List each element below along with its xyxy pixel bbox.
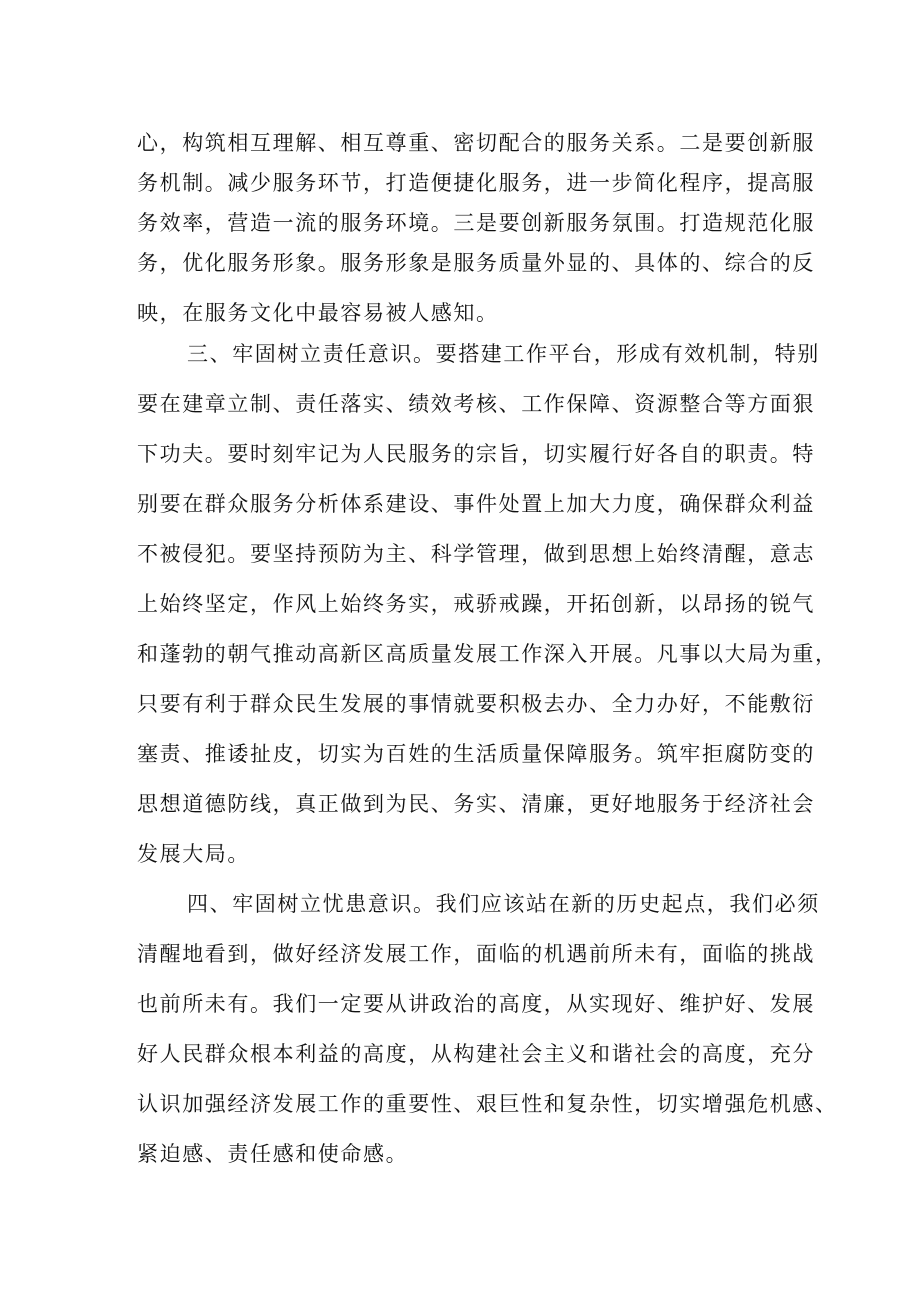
- paragraph-3-line-5: 认识加强经济发展工作的重要性、艰巨性和复杂性，切实增强危机感、: [137, 1092, 838, 1116]
- paragraph-2-line-8: 只要有利于群众民生发展的事情就要积极去办、全力办好，不能敷衍: [137, 692, 815, 716]
- paragraph-2-line-5: 不被侵犯。要坚持预防为主、科学管理，做到思想上始终清醒，意志: [137, 542, 815, 566]
- paragraph-1-line-1: 心，构筑相互理解、相互尊重、密切配合的服务关系。二是要创新服: [137, 131, 815, 155]
- paragraph-3-line-4: 好人民群众根本利益的高度，从构建社会主义和谐社会的高度，充分: [137, 1042, 815, 1066]
- paragraph-2-line-2: 要在建章立制、责任落实、绩效考核、工作保障、资源整合等方面狠: [137, 392, 815, 416]
- paragraph-1-line-3: 务效率，营造一流的服务环境。三是要创新服务氛围。打造规范化服: [137, 211, 815, 235]
- paragraph-1-line-5: 映，在服务文化中最容易被人感知。: [137, 301, 499, 325]
- paragraph-2-line-4: 别要在群众服务分析体系建设、事件处置上加大力度，确保群众利益: [137, 492, 815, 516]
- paragraph-2-line-10: 思想道德防线，真正做到为民、务实、清廉，更好地服务于经济社会: [137, 792, 815, 816]
- paragraph-2-line-3: 下功夫。要时刻牢记为人民服务的宗旨，切实履行好各自的职责。特: [137, 442, 815, 466]
- paragraph-3-line-3: 也前所未有。我们一定要从讲政治的高度，从实现好、维护好、发展: [137, 992, 815, 1016]
- paragraph-3-line-6: 紧迫感、责任感和使命感。: [137, 1142, 409, 1166]
- paragraph-2-line-11: 发展大局。: [137, 842, 250, 866]
- paragraph-2-line-6: 上始终坚定，作风上始终务实，戒骄戒躁，开拓创新，以昂扬的锐气: [137, 592, 815, 616]
- paragraph-2-line-9: 塞责、推诿扯皮，切实为百姓的生活质量保障服务。筑牢拒腐防变的: [137, 742, 815, 766]
- paragraph-3-line-2: 清醒地看到，做好经济发展工作，面临的机遇前所未有，面临的挑战: [137, 942, 815, 966]
- paragraph-1-line-2: 务机制。减少服务环节，打造便捷化服务，进一步简化程序，提高服: [137, 171, 815, 195]
- paragraph-3-line-1: 四、牢固树立忧患意识。我们应该站在新的历史起点，我们必须: [187, 892, 820, 916]
- paragraph-2-line-1: 三、牢固树立责任意识。要搭建工作平台，形成有效机制，特别: [187, 342, 820, 366]
- paragraph-2-line-7: 和蓬勃的朝气推动高新区高质量发展工作深入开展。凡事以大局为重，: [137, 642, 838, 666]
- paragraph-1-line-4: 务，优化服务形象。服务形象是服务质量外显的、具体的、综合的反: [137, 251, 815, 275]
